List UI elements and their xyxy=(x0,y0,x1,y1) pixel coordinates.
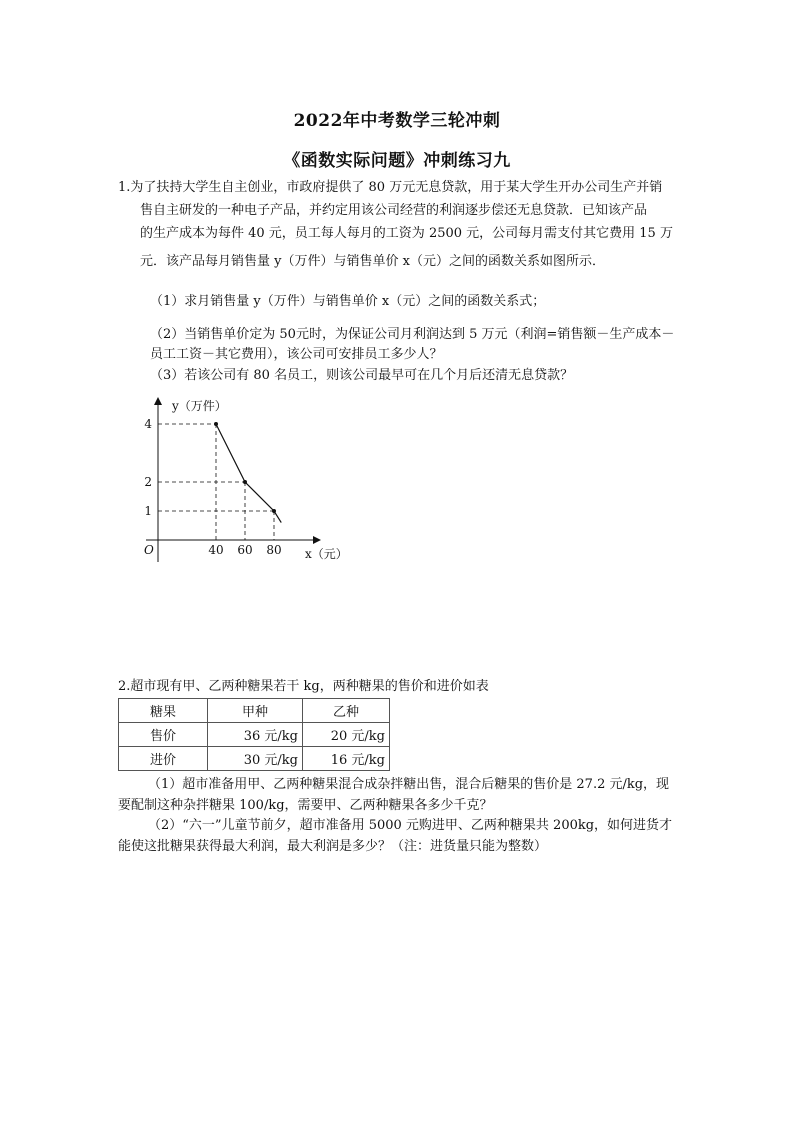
problem-1-question-1: （1）求月销售量 y（万件）与销售单价 x（元）之间的函数关系式； xyxy=(150,294,546,309)
table-cell: 进价 xyxy=(119,747,208,771)
table-header-row xyxy=(119,699,390,723)
origin-label: O xyxy=(144,543,154,557)
table-row xyxy=(119,747,390,771)
table-header-cell: 甲种 xyxy=(208,699,303,723)
candy-price-table xyxy=(118,698,390,771)
problem-1-line: 1.为了扶持大学生自主创业，市政府提供了 80 万元无息贷款，用于某大学生开办公司生产并销 xyxy=(118,180,663,195)
data-point xyxy=(214,422,218,426)
series-line xyxy=(216,424,281,523)
table-header-cell: 乙种 xyxy=(303,699,390,723)
problem-1-line: 售自主研发的一种电子产品，并约定用该公司经营的利润逐步偿还无息贷款．已知该产品 xyxy=(140,203,648,218)
table-cell: 16 元/kg xyxy=(303,747,390,771)
table-cell: 36 元/kg xyxy=(208,723,303,747)
problem-2-intro: 2.超市现有甲、乙两种糖果若干 kg，两种糖果的售价和进价如表 xyxy=(118,679,489,694)
problem-2-question-1: 要配制这种杂拌糖果 100/kg，需要甲、乙两种糖果各多少千克？ xyxy=(118,798,493,813)
problem-2-question-1: （1）超市准备用甲、乙两种糖果混合成杂拌糖出售，混合后糖果的售价是 27.2 元/kg，现 xyxy=(148,777,670,792)
table-cell: 20 元/kg xyxy=(303,723,390,747)
page-subtitle: 《函数实际问题》冲刺练习九 xyxy=(283,151,511,171)
x-axis-label: x（元） xyxy=(305,547,348,561)
y-tick-label: 2 xyxy=(144,475,152,489)
x-tick-label: 40 xyxy=(208,543,224,557)
table-header-cell: 糖果 xyxy=(119,699,208,723)
page-title: 2022年中考数学三轮冲刺 xyxy=(293,111,501,131)
problem-1-question-3: （3）若该公司有 80 名员工，则该公司最早可在几个月后还清无息贷款？ xyxy=(150,368,574,383)
data-point xyxy=(272,509,276,513)
table-cell: 售价 xyxy=(119,723,208,747)
problem-1-question-2: 员工工资－其它费用），该公司可安排员工多少人？ xyxy=(150,347,443,362)
problem-2-question-2: （2）“六一”儿童节前夕，超市准备用 5000 元购进甲、乙两种糖果共 200kg，如何进货才 xyxy=(148,818,673,833)
y-tick-label: 4 xyxy=(144,417,152,431)
y-tick-label: 1 xyxy=(144,504,152,518)
x-tick-label: 60 xyxy=(237,543,253,557)
problem-1-question-2: （2）当销售单价定为 50元时，为保证公司月利润达到 5 万元（利润=销售额－生产成本－ xyxy=(150,327,675,342)
y-axis-label: y（万件） xyxy=(172,399,227,413)
data-point xyxy=(243,480,247,484)
table-cell: 30 元/kg xyxy=(208,747,303,771)
problem-1-line: 的生产成本为每件 40 元，员工每人每月的工资为 2500 元，公司每月需支付其它费用 15 万 xyxy=(140,226,673,241)
sales-function-chart xyxy=(140,392,360,572)
x-tick-label: 80 xyxy=(266,543,282,557)
problem-1-line: 元．该产品每月销售量 y（万件）与销售单价 x（元）之间的函数关系如图所示． xyxy=(140,254,605,269)
table-row xyxy=(119,723,390,747)
problem-2-question-2: 能使这批糖果获得最大利润，最大利润是多少？（注：进货量只能为整数） xyxy=(118,839,548,854)
